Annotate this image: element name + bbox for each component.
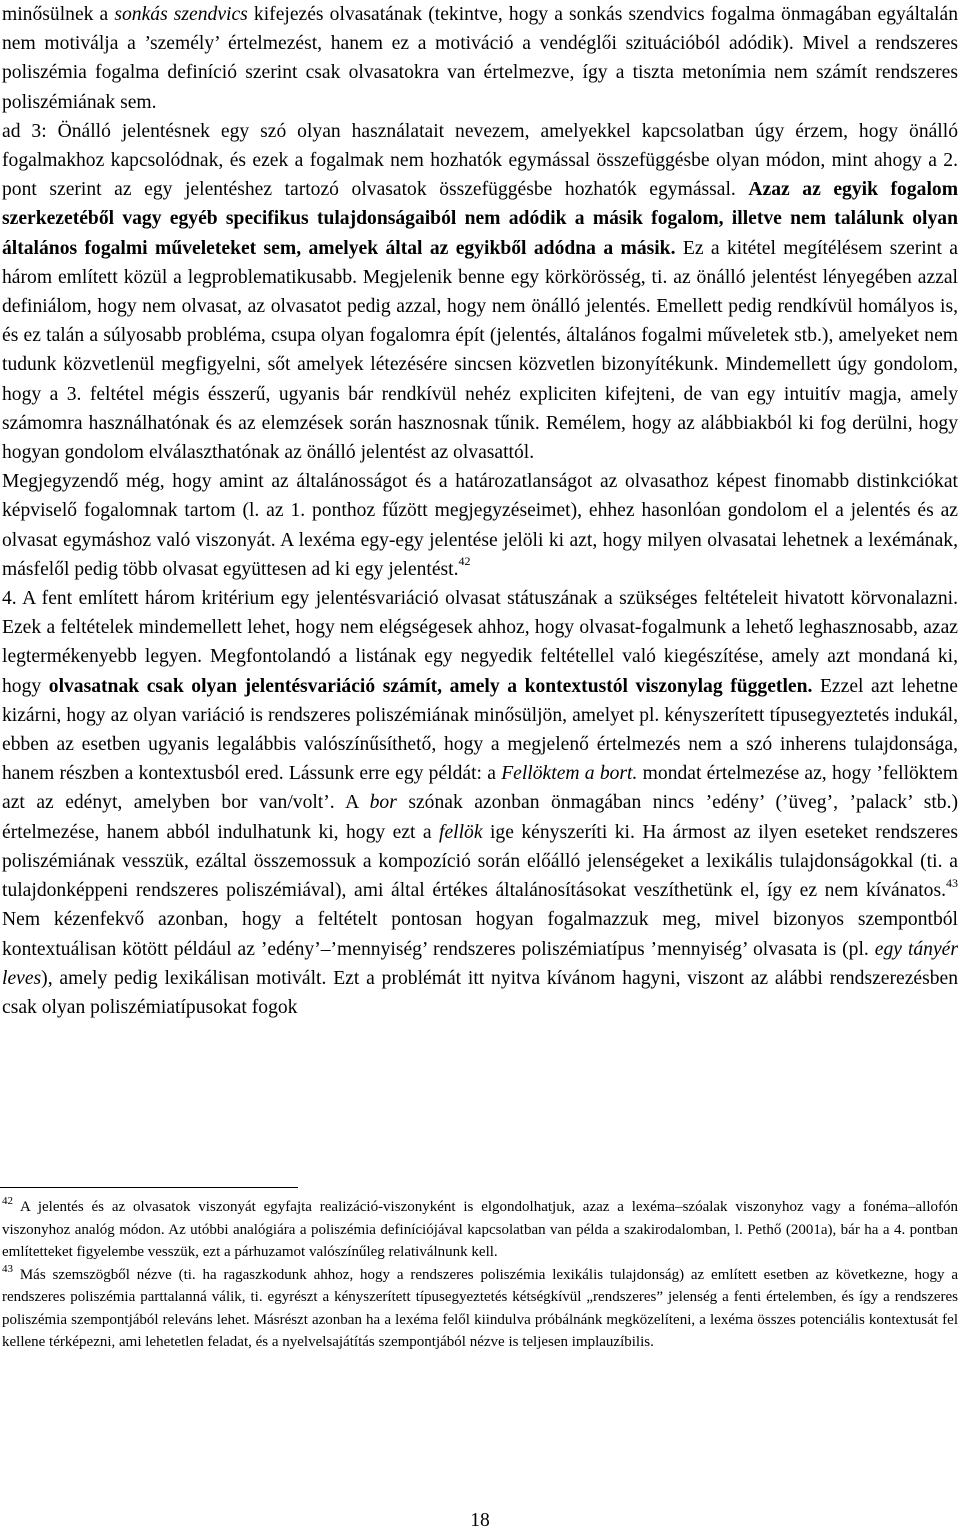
- italic-example: Fellöktem a bort.: [501, 763, 638, 785]
- text-span: Ez a kitétel megítélésem szerint a három említett közül a legproblematikusabb. Megjelenik benne egy körkörösség, ti. az önálló jelentést lényegében azzal definiálom, hogy nem olvasat, az olvasatot pedig azzal, hogy nem önálló jelentés. Emellett pedig rendkívül homályos is, és ez talán a súlyosabb probléma, csupa olyan fogalomra épít (jelentés, általános fogalmi műveletek stb.), amelyeket nem tudunk közvetlenül megfigyelni, sőt amelyek létezésére sincsen közvetlen bizonyítékunk. Mindemellett úgy gondolom, hogy a 3. feltétel mégis ésszerű, ugyanis bár rendkívül nehéz expliciten kifejteni, de van egy intuitív magja, amely számomra használhatónak és az elemzések során hasznosnak tűnik. Remélem, hogy az alábbiakból ki fog derülni, hogy hogyan gondolom elválaszthatónak az önálló jelentést az olvasattól.: [2, 237, 958, 464]
- text-span: ad 3: Önálló jelentésnek egy szó olyan használatait nevezem, amelyekkel kapcsolatban úgy érzem, hogy önálló fogalmakhoz kapcsolódnak, és ezek a fogalmak nem hozhatók egymással összefüggésbe olyan módon, mint ahogy a 2. pont szerint az egy jelentéshez tartozó olvasatok összefüggésbe hozhatók egymással.: [2, 120, 958, 201]
- paragraph-2: [2, 117, 958, 467]
- text-span: Megjegyzendő még, hogy amint az általánosságot és a határozatlanságot az olvasathoz képest finomabb distinkciókat képviselő fogalomnak tartom (l. az 1. ponthoz fűzött megjegyzéseimet), ehhez hasonlóan gondolom el a jelentés és az olvasat egymáshoz való viszonyát. A lexéma egy-egy jelentése jelöli ki azt, hogy milyen olvasatai lehetnek a lexémának, másfelől pedig több olvasat együttesen ad ki egy jelentést.: [2, 471, 958, 580]
- bold-emphasis: Azaz az egyik fogalom szerkezetéből vagy egyéb specifikus tulajdonságaiból nem adódik a másik fogalom, illetve nem találunk olyan általános fogalmi műveleteket sem, amelyek által az egyikből adódna a másik.: [2, 179, 959, 259]
- text-span: 4. A fent említett három kritérium egy jelentésvariáció olvasat státuszának a szükséges feltételeit hivatott körvonalazni. Ezek a feltételek mindemellett lehet, hogy nem elégségesek ahhoz, hogy olvasat-fogalmunk a lehető leghasznosabb, azaz legtermékenyebb legyen. Megfontolandó a listának egy negyedik feltétellel való kiegészítése, amely azt mondaná ki, hogy: [2, 588, 958, 697]
- paragraph-4: [2, 584, 958, 1022]
- text-span: Nem kézenfekvő azonban, hogy a feltételt pontosan hogyan fogalmazzuk meg, mivel bizonyos szempontból kontextuálisan kötött például az ’edény’–’mennyiség’ rendszeres poliszémiatípus ’mennyiség’ olvasata is (pl.: [2, 909, 958, 960]
- italic-term: bor: [369, 792, 397, 814]
- italic-example: egy tányér leves: [2, 938, 958, 989]
- footnote-number: 43: [2, 1262, 13, 1275]
- page-number: 18: [470, 1510, 490, 1531]
- text-span: mondat értelmezése az, hogy ’fellöktem azt az edényt, amelyben bor van/volt’. A: [2, 763, 958, 814]
- footnote-text: Más szemszögből nézve (ti. ha ragaszkodunk ahhoz, hogy a rendszeres poliszémia lexikális tulajdonság) az említett esetben az következne, hogy a rendszeres poliszémia parttalanná válik, ti. egyrészt a kényszerített típusegyeztetés kétségkívül „rendszeres” jelenség a fenti értelemben, és így a rendszeres poliszémia szempontjából releváns lehet. Másrészt azonban ha a lexéma felől kiindulva próbálnánk megközelíteni, a lexéma összes potenciális kontextusát fel kellene térképezni, ami lehetetlen feladat, és a nyelvelsajátítás szempontjából nézve is teljesen implauzíbilis.: [2, 1266, 958, 1350]
- bold-emphasis: olvasatnak csak olyan jelentésvariáció számít, amely a kontextustól viszonylag független.: [48, 675, 813, 697]
- text-span: szónak azonban önmagában nincs ’edény’ (’üveg’, ’palack’ stb.) értelmezése, hanem abból indulhatunk ki, hogy ezt a: [2, 792, 959, 843]
- text-span: ), amely pedig lexikálisan motivált. Ezt a problémát itt nyitva kívánom hagyni, viszont az alábbi rendszerezésben csak olyan poliszémiatípusokat fogok: [2, 967, 958, 1018]
- footnotes: [2, 1196, 958, 1354]
- italic-term: sonkás szendvics: [114, 4, 248, 25]
- footnote: [2, 1264, 958, 1354]
- paragraph-1: [2, 0, 958, 117]
- text-span: ige kényszeríti ki. Ha ármost az ilyen eseteket rendszeres poliszémiának vesszük, ezáltal összemossuk a kompozíció során előálló jelenségeket a lexikális tulajdonságokkal (ti. a tulajdonképpeni rendszeres poliszémiával), ami által értékes általánosításokat veszíthetünk el, így ez nem kívánatos.: [2, 821, 958, 902]
- paragraph-3: [2, 467, 958, 584]
- text-span: kifejezés olvasatának (tekintve, hogy a sonkás szendvics fogalma önmagában egyáltalán nem motiválja a ’személy’ értelmezést, hanem ez a motiváció a vendéglői szituációból adódik). Mivel a rendszeres poliszémia fogalma definíció szerint csak olvasatokra van értelmezve, így a tiszta metonímia nem számít rendszeres poliszémiának sem.: [2, 4, 958, 113]
- text-span: Ezzel azt lehetne kizárni, hogy az olyan variáció is rendszeres poliszémiának minősüljön, amelyet pl. kényszerített típusegyeztetés indukál, ebben az esetben ugyanis legalábbis valószínűsíthető, hogy a megjelenő értelmezés nem a szó inherens tulajdonsága, hanem részben a kontextusból ered. Lássunk erre egy példát: a: [2, 675, 958, 785]
- italic-term: fellök: [439, 821, 483, 843]
- footnote: [2, 1196, 958, 1264]
- text-span: minősülnek a: [2, 4, 115, 25]
- footnote-separator: [0, 1187, 298, 1188]
- footnote-reference[interactable]: 43: [946, 875, 958, 890]
- body-text: [2, 0, 958, 1022]
- footnote-text: A jelentés és az olvasatok viszonyát egyfajta realizáció-viszonyként is elgondolhatjuk, azaz a lexéma–szóalak viszonyhoz vagy a fonéma–allofón viszonyhoz analóg módon. Az utóbbi analógiára a poliszémia definíciójával kapcsolatban van példa a szakirodalomban, l. Pethő (2001a), bár ha a 4. pontban említetteket figyelembe vesszük, ezt a párhuzamot valószínűleg relativálnunk kell.: [2, 1199, 958, 1260]
- footnote-reference[interactable]: 42: [458, 554, 471, 569]
- footnote-number: 42: [2, 1195, 13, 1207]
